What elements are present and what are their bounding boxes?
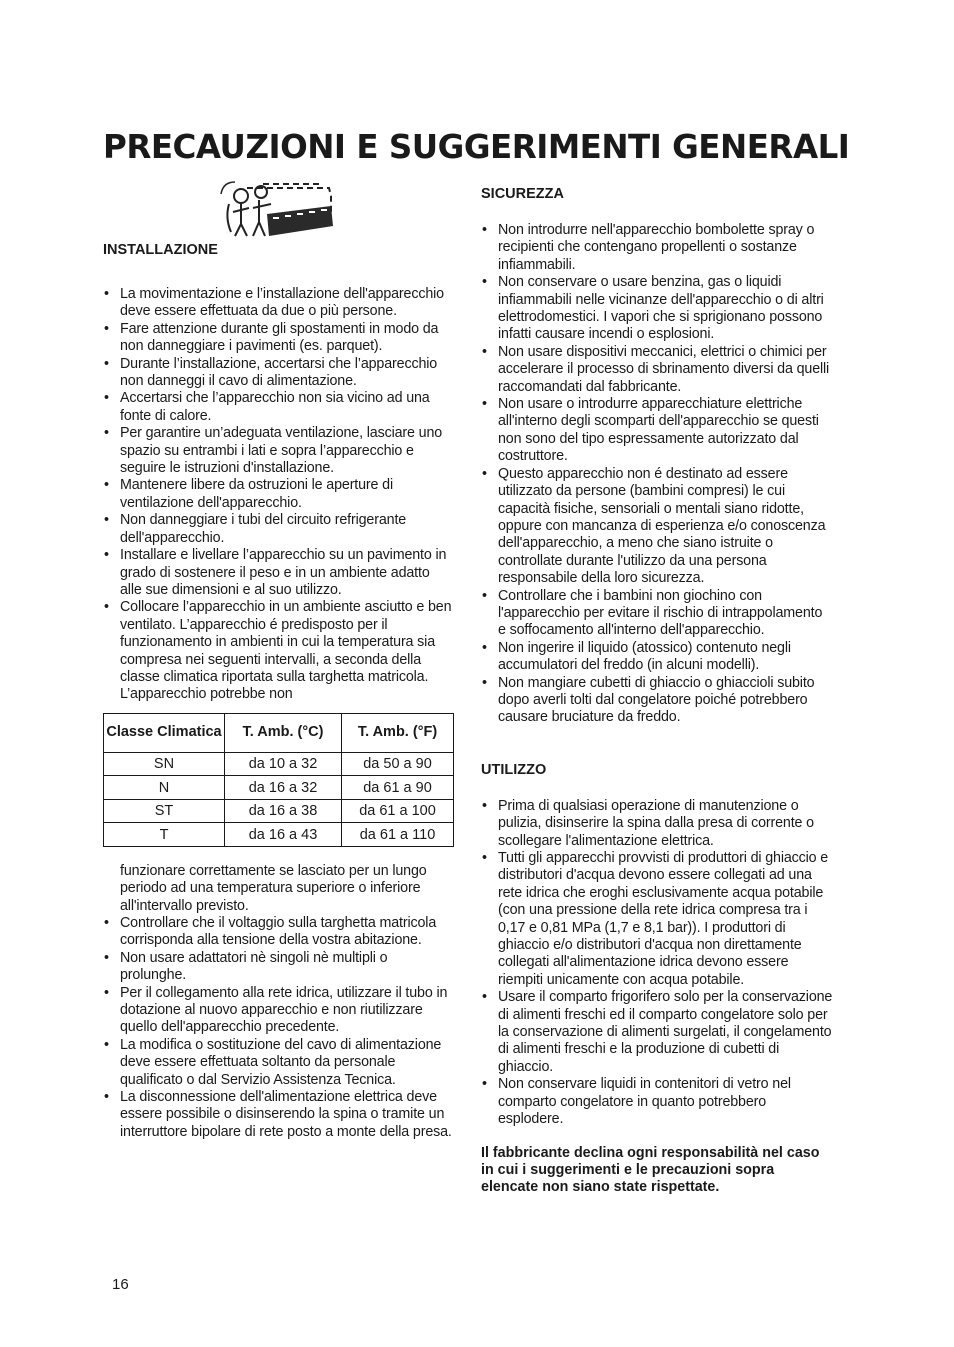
- list-item: • Per garantire un’adeguata ventilazione, lasciare uno spazio su entrambi i lati e sopra l’apparecchio e seguire le istruzioni d'installazione.: [103, 425, 455, 477]
- table-header: T. Amb. (°C): [225, 713, 342, 752]
- table-cell: ST: [104, 799, 225, 823]
- sicurezza-heading: SICUREZZA: [481, 186, 564, 202]
- table-cell: da 16 a 32: [225, 776, 342, 800]
- table-cell: SN: [104, 752, 225, 776]
- list-item: • La modifica o sostituzione del cavo di alimentazione deve essere effettuata soltanto da personale qualificato o dal Servizio Assistenza Tecnica.: [103, 1037, 455, 1089]
- list-item: • Accertarsi che l’apparecchio non sia vicino ad una fonte di calore.: [103, 390, 455, 425]
- utilizzo-heading: UTILIZZO: [481, 761, 547, 778]
- installazione-heading: INSTALLAZIONE: [103, 242, 218, 258]
- table-row: [104, 752, 454, 776]
- installazione-list-continued: [103, 915, 455, 1141]
- list-item: • Collocare l’apparecchio in un ambiente asciutto e ben ventilato. L’apparecchio é predisposto per il funzionamento in ambienti in cui la temperatura sia compresa nei seguenti intervalli, a seconda della classe climatica riportata sulla targhetta matricola. L’apparecchio potrebbe non: [103, 599, 455, 703]
- list-item: • Controllare che il voltaggio sulla targhetta matricola corrisponda alla tensione della vostra abitazione.: [103, 915, 455, 950]
- table-cell: T: [104, 823, 225, 847]
- list-item: • Non introdurre nell'apparecchio bombolette spray o recipienti che contengano propellenti o sostanze infiammabili.: [481, 222, 833, 274]
- list-item: • Tutti gli apparecchi provvisti di produttori di ghiaccio e distributori d'acqua devono essere collegati ad una rete idrica che eroghi esclusivamente acqua potabile (con una pressione della rete idrica compresa tra i 0,17 e 0,81 MPa (1,7 e 8,1 bar)). I produttori di ghiaccio e/o distributori d'acqua non direttamente collegati all'alimentazione idrica devono essere riempiti unicamente con acqua potabile.: [481, 850, 833, 989]
- installazione-continuation: funzionare correttamente se lasciato per un lungo periodo ad una temperatura superiore o inferiore all'intervallo previsto.: [120, 862, 427, 914]
- right-column: [481, 184, 833, 1197]
- table-cell: da 16 a 43: [225, 823, 342, 847]
- installation-illustration-icon: [219, 174, 337, 240]
- table-cell: N: [104, 776, 225, 800]
- installazione-section: [103, 240, 455, 1141]
- table-row: [104, 799, 454, 823]
- table-header: Classe Climatica: [104, 713, 225, 752]
- table-header: T. Amb. (°F): [342, 713, 454, 752]
- table-row: [104, 776, 454, 800]
- disclaimer-note: Il fabbricante declina ogni responsabilità nel caso in cui i suggerimenti e le precauzioni sopra elencate non siano state rispettate.: [481, 1144, 820, 1196]
- table-cell: da 61 a 100: [342, 799, 454, 823]
- list-item: • Usare il comparto frigorifero solo per la conservazione di alimenti freschi ed il comparto congelatore solo per la conservazione di alimenti surgelati, il congelamento di alimenti freschi e la produzione di cubetti di ghiaccio.: [481, 989, 833, 1076]
- list-item: • Prima di qualsiasi operazione di manutenzione o pulizia, disinserire la spina dalla presa di corrente o scollegare l'alimentazione elettrica.: [481, 798, 833, 850]
- table-row: [104, 823, 454, 847]
- list-item: • La movimentazione e l’installazione dell'apparecchio deve essere effettuata da due o più persone.: [103, 286, 455, 321]
- table-cell: da 50 a 90: [342, 752, 454, 776]
- utilizzo-list: [481, 798, 833, 1129]
- list-item: • Installare e livellare l’apparecchio su un pavimento in grado di sostenere il peso e in un ambiente adatto alle sue dimensioni e al suo utilizzo.: [103, 547, 455, 599]
- list-item: • Non conservare o usare benzina, gas o liquidi infiammabili nelle vicinanze dell'apparecchio o di altri elettrodomestici. I vapori che si sprigionano possono infatti causare incendi o esplosioni.: [481, 274, 833, 344]
- list-item: • Questo apparecchio non é destinato ad essere utilizzato da persone (bambini compresi) le cui capacità fisiche, sensoriali o mentali siano ridotte, oppure con mancanza di esperienza e/o conoscenza dell'apparecchio, a meno che siano istruite o controllate durante l'utilizzo da una persona responsabile della loro sicurezza.: [481, 466, 833, 588]
- list-item: • Non usare dispositivi meccanici, elettrici o chimici per accelerare il processo di sbrinamento diversi da quelli raccomandati dal fabbricante.: [481, 344, 833, 396]
- list-item: • Non ingerire il liquido (atossico) contenuto negli accumulatori del freddo (in alcuni modelli).: [481, 640, 833, 675]
- list-item: • Non usare o introdurre apparecchiature elettriche all'interno degli scomparti dell'apparecchio se questi non sono del tipo espressamente autorizzato dal costruttore.: [481, 396, 833, 466]
- list-item: • La disconnessione dell'alimentazione elettrica deve essere possibile o disinserendo la spina o tramite un interruttore bipolare di rete posto a monte della presa.: [103, 1089, 455, 1141]
- sicurezza-list: [481, 222, 833, 727]
- list-item: • Non danneggiare i tubi del circuito refrigerante dell'apparecchio.: [103, 512, 455, 547]
- list-item: • Controllare che i bambini non giochino con l'apparecchio per evitare il rischio di intrappolamento e soffocamento all'interno dell'apparecchio.: [481, 588, 833, 640]
- list-item: • Durante l’installazione, accertarsi che l’apparecchio non danneggi il cavo di alimentazione.: [103, 356, 455, 391]
- page-title: PRECAUZIONI E SUGGERIMENTI GENERALI: [103, 128, 850, 166]
- list-item: • Mantenere libere da ostruzioni le aperture di ventilazione dell'apparecchio.: [103, 477, 455, 512]
- table-cell: da 16 a 38: [225, 799, 342, 823]
- installazione-list: [103, 286, 455, 704]
- list-item: • Non usare adattatori nè singoli nè multipli o prolunghe.: [103, 950, 455, 985]
- list-item: • Per il collegamento alla rete idrica, utilizzare il tubo in dotazione al nuovo apparecchio e non riutilizzare quello dell'apparecchio precedente.: [103, 985, 455, 1037]
- page-number: 16: [112, 1276, 129, 1293]
- table-cell: da 61 a 90: [342, 776, 454, 800]
- table-cell: da 10 a 32: [225, 752, 342, 776]
- table-cell: da 61 a 110: [342, 823, 454, 847]
- list-item: • Non mangiare cubetti di ghiaccio o ghiaccioli subito dopo averli tolti dal congelatore poiché potrebbero causare bruciature da freddo.: [481, 675, 833, 727]
- climate-class-table: [103, 713, 454, 847]
- list-item: • Non conservare liquidi in contenitori di vetro nel comparto congelatore in quanto potrebbero esplodere.: [481, 1076, 833, 1128]
- list-item: • Fare attenzione durante gli spostamenti in modo da non danneggiare i pavimenti (es. parquet).: [103, 321, 455, 356]
